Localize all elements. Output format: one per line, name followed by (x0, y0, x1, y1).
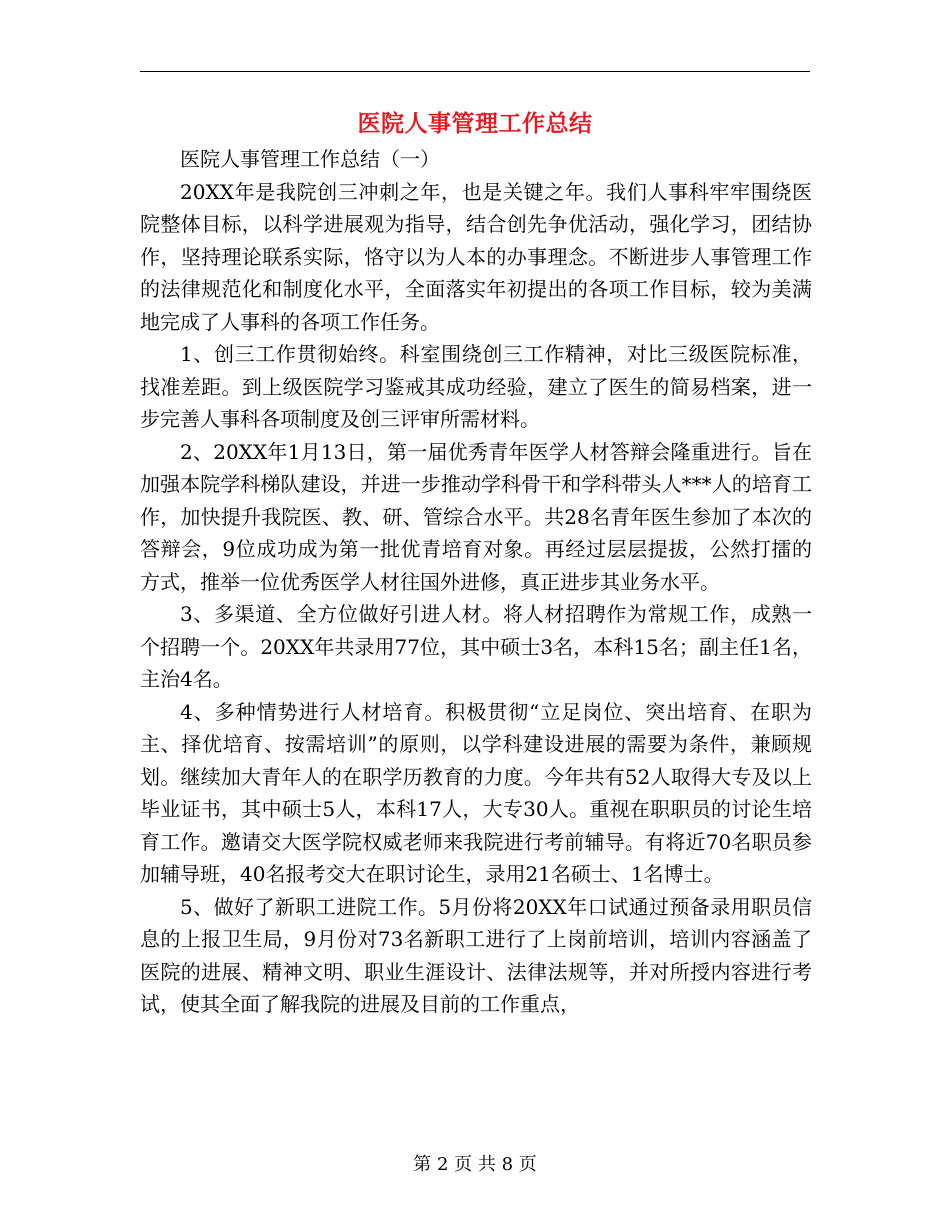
document-body (140, 143, 812, 1021)
paragraph-intro: 20XX年是我院创三冲刺之年，也是关键之年。我们人事科牢牢围绕医院整体目标，以科学进展观为指导，结合创先争优活动，强化学习，团结协作，坚持理论联系实际，恪守以为人本的办事理念。不断进步人事管理工作的法律规范化和制度化水平，全面落实年初提出的各项工作目标，较为美满地完成了人事科的各项工作任务。 (140, 179, 812, 334)
paragraph-item-1: 1、创三工作贯彻始终。科室围绕创三工作精神，对比三级医院标准，找准差距。到上级医院学习鉴戒其成功经验，建立了医生的简易档案，进一步完善人事科各项制度及创三评审所需材料。 (140, 342, 812, 431)
document-title: 医院人事管理工作总结 (357, 110, 593, 137)
page-number-footer: 第 2 页 共 8 页 (413, 1154, 537, 1175)
paragraph-item-2: 2、20XX年1月13日，第一届优秀青年医学人材答辩会隆重进行。旨在加强本院学科梯队建设，并进一步推动学科骨干和学科带头人***人的培育工作，加快提升我院医、教、研、管综合水平。共28名青年医生参加了本次的答辩会，9位成功成为第一批优青培育对象。再经过层层提拔，公然打擂的方式，推举一位优秀医学人材往国外进修，真正进步其业务水平。 (140, 439, 812, 594)
section-subtitle: 医院人事管理工作总结（一） (180, 147, 440, 171)
paragraph-item-3: 3、多渠道、全方位做好引进人材。将人材招聘作为常规工作，成熟一个招聘一个。20XX年共录用77位，其中硕士3名，本科15名；副主任1名，主治4名。 (140, 602, 812, 691)
paragraph-item-5: 5、做好了新职工进院工作。5月份将20XX年口试通过预备录用职员信息的上报卫生局，9月份对73名新职工进行了上岗前培训，培训内容涵盖了医院的进展、精神文明、职业生涯设计、法律法规等，并对所授内容进行考试，使其全面了解我院的进展及目前的工作重点， (140, 894, 812, 1016)
paragraph-item-4: 4、多种情势进行人材培育。积极贯彻“立足岗位、突出培育、在职为主、择优培育、按需培训”的原则，以学科建设进展的需要为条件，兼顾规划。继续加大青年人的在职学历教育的力度。今年共有52人取得大专及以上毕业证书，其中硕士5人，本科17人，大专30人。重视在职职员的讨论生培育工作。邀请交大医学院权威老师来我院进行考前辅导。有将近70名职员参加辅导班，40名报考交大在职讨论生，录用21名硕士、1名博士。 (140, 699, 812, 886)
header-rule (140, 71, 810, 72)
